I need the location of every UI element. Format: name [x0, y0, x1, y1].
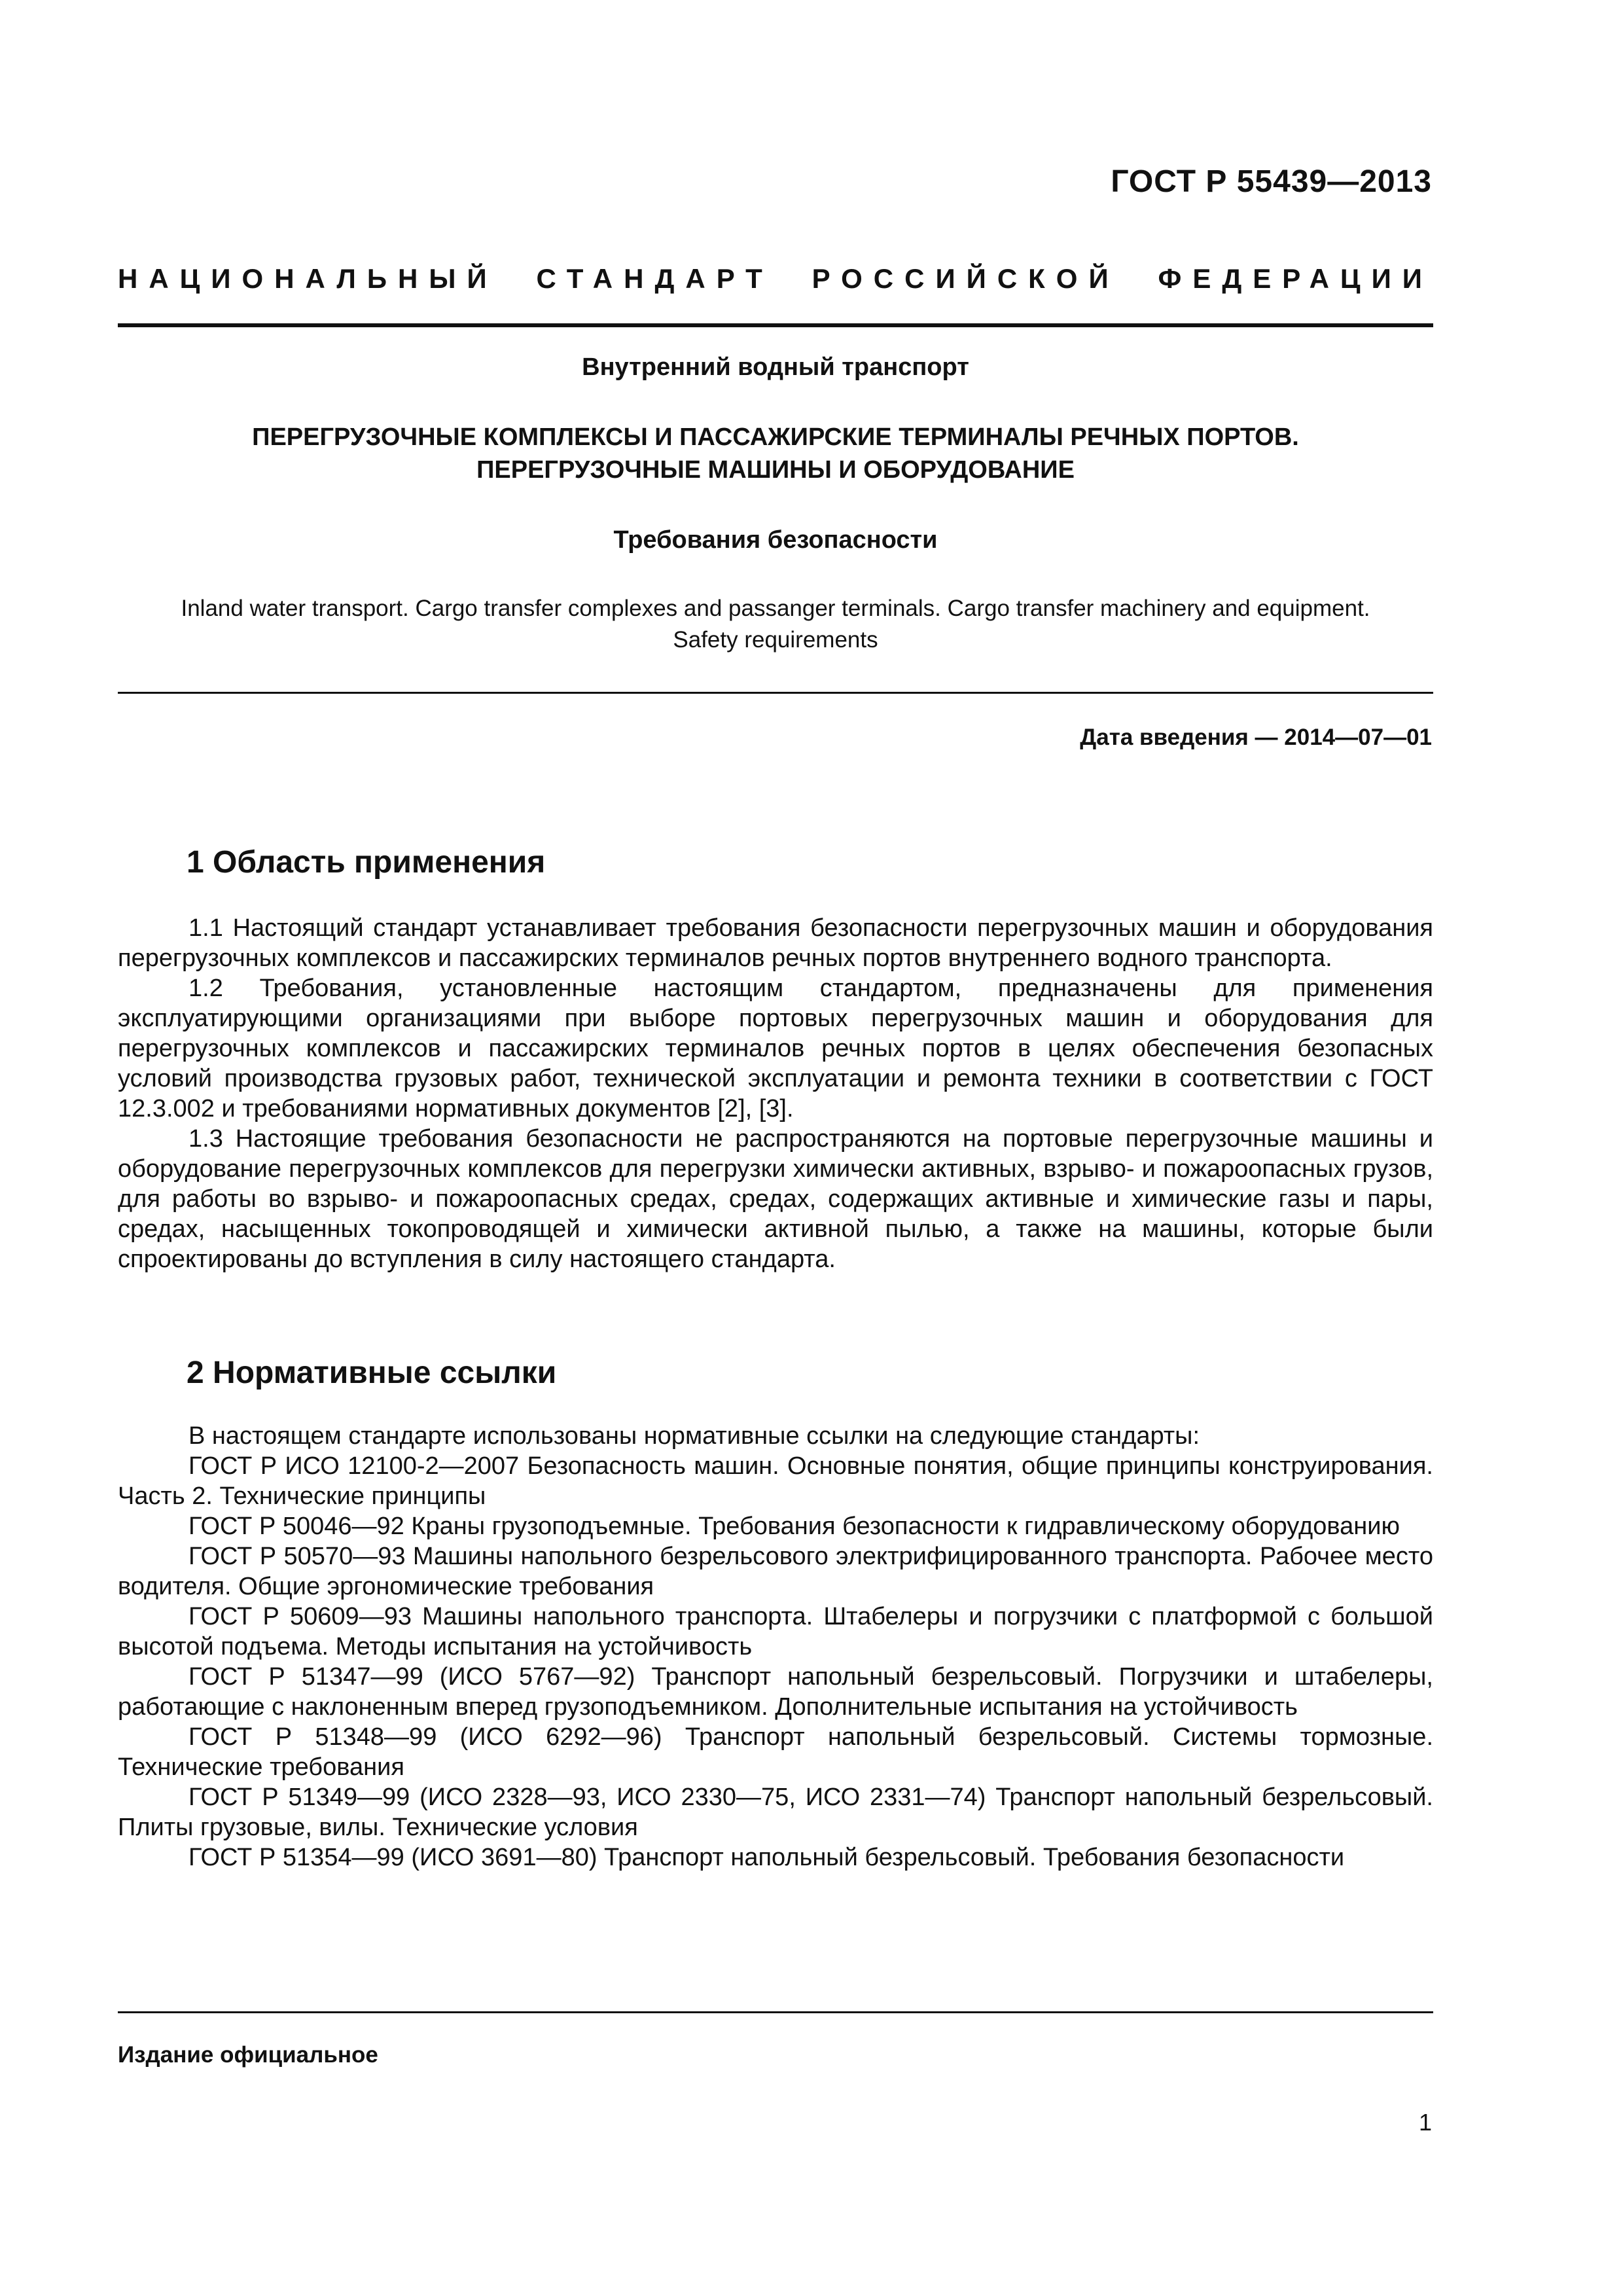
- subtitle: Требования безопасности: [613, 526, 938, 554]
- reference-item: ГОСТ Р 51349—99 (ИСО 2328—93, ИСО 2330—75, ИСО 2331—74) Транспорт напольный безрельсовый. Плиты грузовые, вилы. Технические условия: [118, 1784, 1433, 1841]
- reference-item: ГОСТ Р 50570—93 Машины напольного безрельсового электрифицированного транспорта. Рабочее место водителя. Общие эргономические требования: [118, 1543, 1433, 1600]
- header-divider: [118, 323, 1433, 327]
- footer-divider: [118, 2011, 1433, 2013]
- section-1-body: [118, 913, 1433, 1274]
- reference-item: ГОСТ Р 50046—92 Краны грузоподъемные. Требования безопасности к гидравлическому оборудованию: [188, 1513, 1400, 1540]
- reference-item: ГОСТ Р 51348—99 (ИСО 6292—96) Транспорт напольный безрельсовый. Системы тормозные. Технические требования: [118, 1723, 1433, 1781]
- reference-item: ГОСТ Р 51354—99 (ИСО 3691—80) Транспорт напольный безрельсовый. Требования безопасности: [188, 1844, 1345, 1871]
- english-title-line-1: Inland water transport. Cargo transfer complexes and passanger terminals. Cargo transfer machinery and equipment.: [181, 596, 1370, 621]
- references-intro: В настоящем стандарте использованы нормативные ссылки на следующие стандарты:: [188, 1422, 1200, 1450]
- title-divider: [118, 692, 1433, 694]
- english-title-line-2: Safety requirements: [673, 627, 878, 653]
- main-title-line-1: ПЕРЕГРУЗОЧНЫЕ КОМПЛЕКСЫ И ПАССАЖИРСКИЕ ТЕРМИНАЛЫ РЕЧНЫХ ПОРТОВ.: [252, 423, 1299, 451]
- section-2-body: [118, 1421, 1433, 1873]
- standard-title-word: НАЦИОНАЛЬНЫЙ: [118, 263, 498, 294]
- paragraph-1-1: 1.1 Настоящий стандарт устанавливает требования безопасности перегрузочных машин и оборудования перегрузочных комплексов и пассажирских терминалов речных портов внутреннего водного транспорта.: [118, 914, 1433, 972]
- reference-item: ГОСТ Р 50609—93 Машины напольного транспорта. Штабелеры и погрузчики с платформой с большой высотой подъема. Методы испытания на устойчивость: [118, 1603, 1433, 1660]
- official-edition-label: Издание официальное: [118, 2042, 378, 2068]
- paragraph-1-3: 1.3 Настоящие требования безопасности не распространяются на портовые перегрузочные машины и оборудование перегрузочных комплексов для перегрузки химически активных, взрыво- и пожароопасных грузов, для работы во взрыво- и пожароопасных средах, средах, содержащих активные и химические газы и пары, средах, насыщенных токопроводящей и химически активной пылью, а также на машины, которые были спроектированы до вступления в силу настоящего стандарта.: [118, 1125, 1433, 1273]
- paragraph-1-2: 1.2 Требования, установленные настоящим стандартом, предназначены для применения эксплуатирующими организациями при выборе портовых перегрузочных машин и оборудования для перегрузочных комплексов и пассажирских терминалов речных портов в целях обеспечения безопасных условий производства грузовых работ, технической эксплуатации и ремонта техники в соответствии с ГОСТ 12.3.002 и требованиями нормативных документов [2], [3].: [118, 975, 1433, 1122]
- main-title-line-2: ПЕРЕГРУЗОЧНЫЕ МАШИНЫ И ОБОРУДОВАНИЕ: [476, 456, 1075, 484]
- gost-number: ГОСТ Р 55439—2013: [1111, 164, 1432, 199]
- domain-title: Внутренний водный транспорт: [582, 353, 969, 381]
- reference-item: ГОСТ Р ИСО 12100-2—2007 Безопасность машин. Основные понятия, общие принципы конструирования. Часть 2. Технические принципы: [118, 1452, 1433, 1510]
- section-2-heading: 2 Нормативные ссылки: [187, 1355, 557, 1390]
- standard-title: [118, 263, 1433, 295]
- reference-item: ГОСТ Р 51347—99 (ИСО 5767—92) Транспорт напольный безрельсовый. Погрузчики и штабелеры, работающие с наклоненным вперед грузоподъемником. Дополнительные испытания на устойчивость: [118, 1663, 1433, 1721]
- standard-title-word: РОССИЙСКОЙ: [812, 263, 1120, 294]
- page-number: 1: [1418, 2109, 1432, 2136]
- standard-title-word: СТАНДАРТ: [536, 263, 774, 294]
- introduction-date: Дата введения — 2014—07—01: [1080, 725, 1432, 750]
- section-1-heading: 1 Область применения: [187, 845, 546, 880]
- standard-title-word: ФЕДЕРАЦИИ: [1158, 263, 1433, 294]
